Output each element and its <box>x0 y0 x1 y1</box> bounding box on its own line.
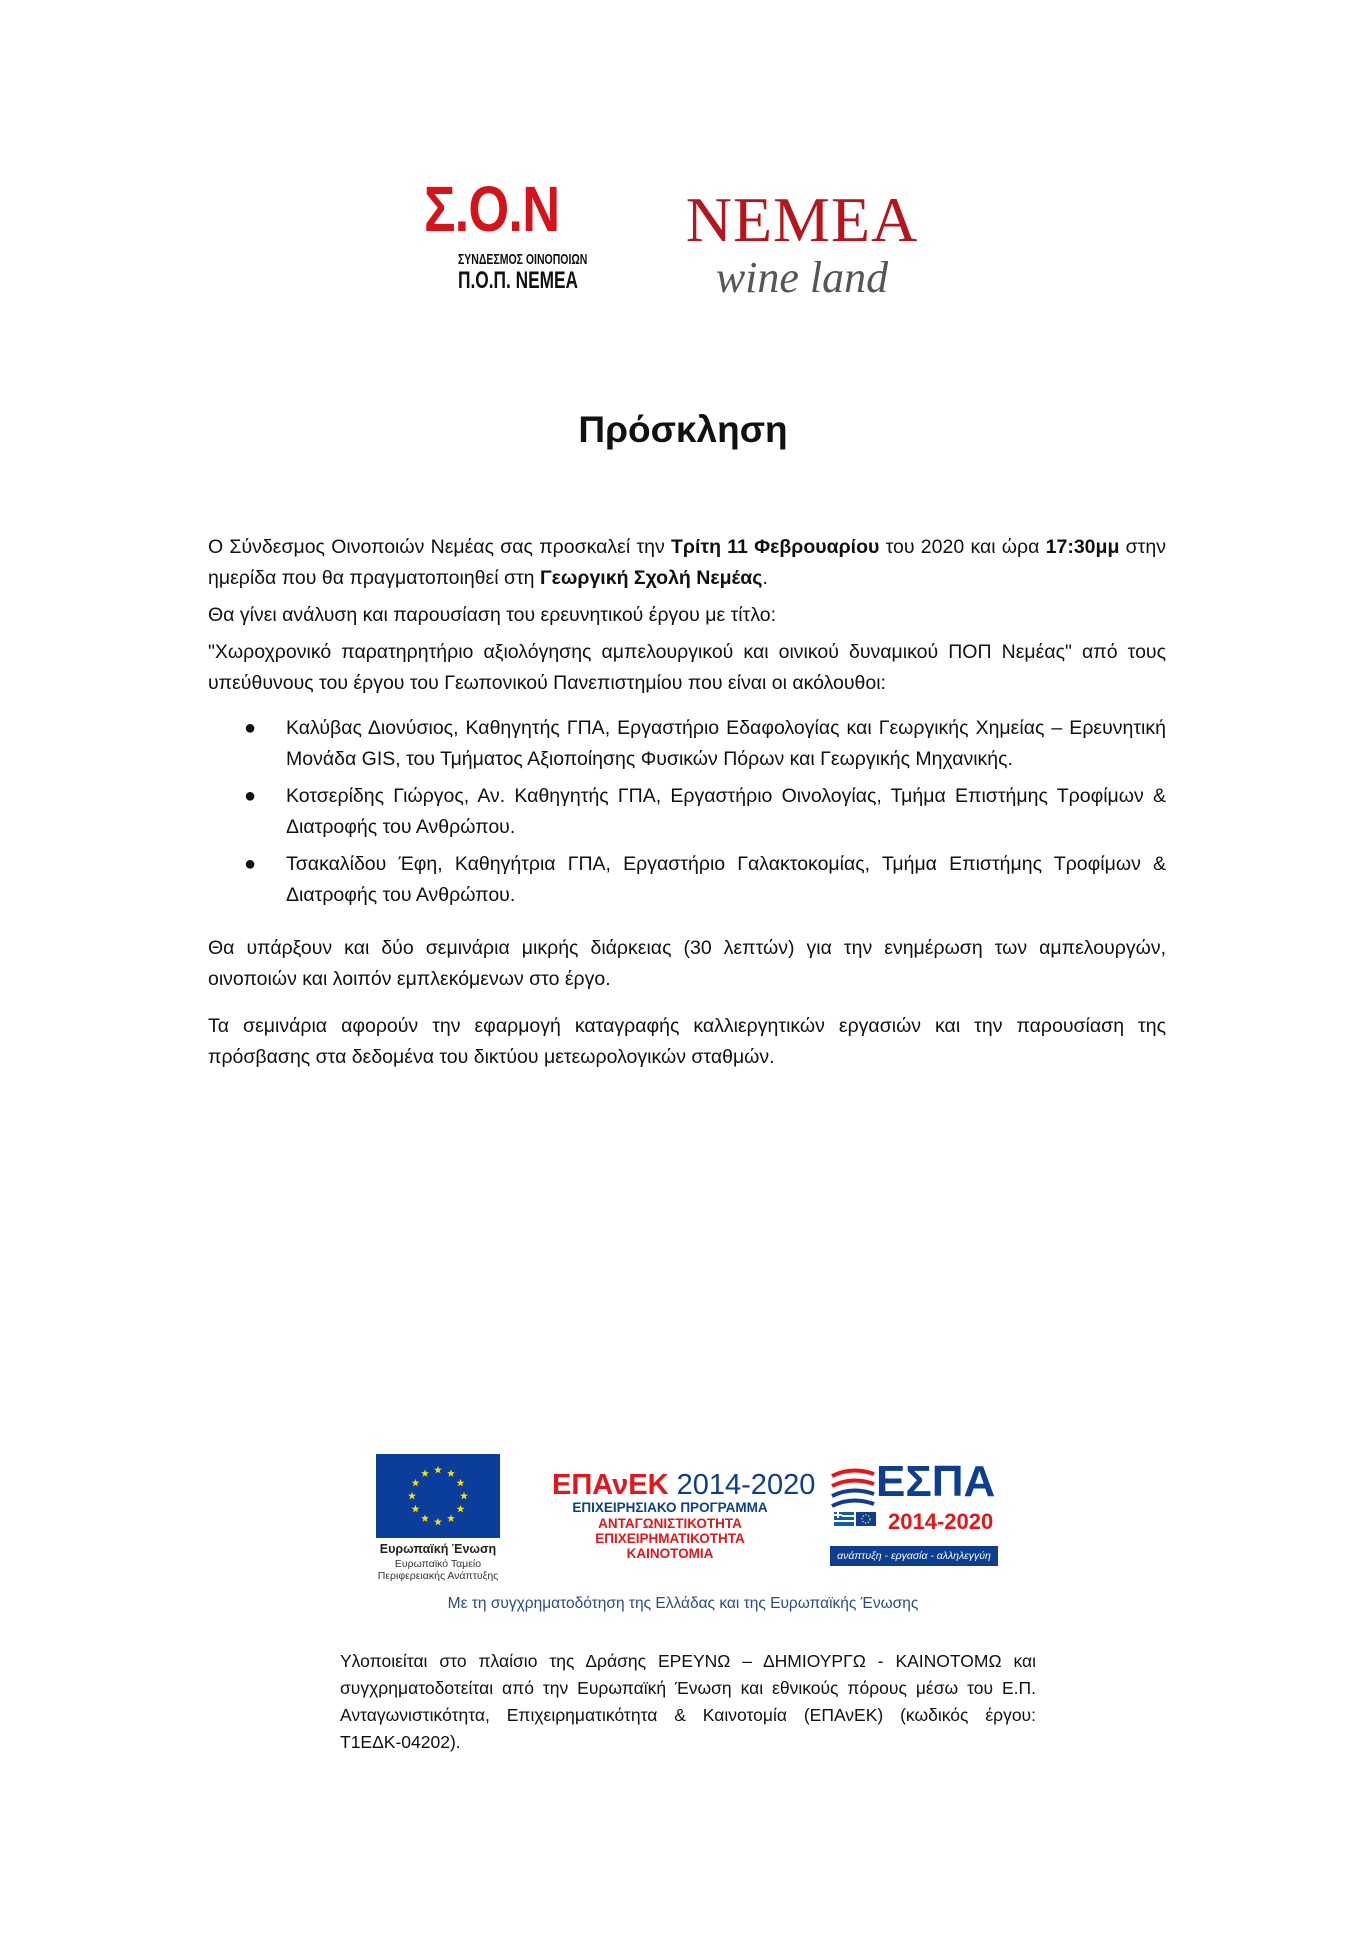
eu-star-icon <box>421 1469 429 1477</box>
epanek-line-1: ΕΠΙΧΕΙΡΗΣΙΑΚΟ ΠΡΟΓΡΑΜΜΑ <box>572 1500 768 1515</box>
epanek-line-3: ΕΠΙΧΕΙΡΗΜΑΤΙΚΟΤΗΤΑ <box>595 1531 745 1546</box>
eu-stars-icon <box>376 1454 500 1538</box>
nemea-wine-land-logo <box>672 184 932 308</box>
eu-label: Ευρωπαϊκή Ένωση <box>379 1542 497 1556</box>
seminars-paragraph: Θα υπάρξουν και δύο σεμινάρια μικρής διάρκειας (30 λεπτών) για την ενημέρωση των αμπελουργών, οινοποιών και λοιπόν εμπλεκόμενων στο έργο. <box>208 937 1166 990</box>
cofinancing-line: Με τη συγχρηματοδότηση της Ελλάδας και της Ευρωπαϊκής Ένωσης <box>447 1595 919 1612</box>
eu-fund-label <box>372 1558 504 1582</box>
espa-years: 2014-2020 <box>888 1509 994 1534</box>
eu-star-icon <box>421 1514 429 1522</box>
intro-text: του 2020 και ώρα <box>879 536 1046 558</box>
eu-star-icon <box>411 1479 419 1487</box>
eu-fund-line-1: Ευρωπαϊκό Ταμείο <box>394 1558 482 1570</box>
bullet-icon: ● <box>244 785 257 807</box>
bullet-icon: ● <box>244 853 257 875</box>
project-intro-paragraph: Θα γίνει ανάλυση και παρουσίαση του ερευνητικού έργου με τίτλο: <box>208 604 777 626</box>
event-venue: Γεωργική Σχολή Νεμέας <box>539 567 763 589</box>
document-title: Πρόσκληση <box>578 409 788 450</box>
nemea-logo-subtitle: wine land <box>715 253 889 302</box>
epanek-logo <box>552 1469 816 1561</box>
eu-star-icon <box>447 1469 455 1477</box>
espa-logo <box>830 1457 998 1568</box>
son-logo-title: Σ.Ο.Ν <box>424 173 560 245</box>
project-title-paragraph: "Χωροχρονικό παρατηρητήριο αξιολόγησης αμπελουργικού και οινικού δυναμικού ΠΟΠ Νεμέας" από τους υπεύθυνους του έργου του Γεωπονικού Πανεπιστημίου που είναι οι ακόλουθοι: <box>208 641 1166 694</box>
eu-star-icon <box>434 1518 442 1526</box>
invitation-paragraph <box>208 532 1166 594</box>
bullet-icon: ● <box>244 717 257 739</box>
nemea-logo-title: ΝΕΜΕΑ <box>685 184 919 255</box>
eu-flag-icon <box>376 1454 500 1538</box>
list-item <box>244 713 1166 775</box>
list-item <box>244 849 1166 911</box>
eu-star-icon <box>411 1505 419 1513</box>
epanek-name: ΕΠΑνΕΚ <box>552 1469 669 1501</box>
epanek-line-4: ΚΑΙΝΟΤΟΜΙΑ <box>626 1546 714 1561</box>
epanek-years: 2014-2020 <box>676 1469 816 1501</box>
eu-star-icon <box>460 1492 468 1500</box>
son-logo-subtitle-2: Π.Ο.Π. ΝΕΜΕΑ <box>458 267 579 294</box>
eu-logo <box>372 1454 504 1589</box>
person-text: Κοτσερίδης Γιώργος, Αν. Καθηγητής ΓΠΑ, Εργαστήριο Οινολογίας, Τμήμα Επιστήμης Τροφίμων & Διατροφής του Ανθρώπου. <box>286 785 1166 838</box>
intro-text: στην ημερίδα που θα πραγματοποιηθεί στη <box>208 536 1166 589</box>
eu-star-icon <box>457 1505 465 1513</box>
people-list <box>208 713 1166 911</box>
epanek-logo-title <box>552 1469 816 1501</box>
eu-star-icon <box>447 1514 455 1522</box>
seminars-topic-paragraph: Τα σεμινάρια αφορούν την εφαρμογή καταγραφής καλλιεργητικών εργασιών και την παρουσίαση της πρόσβασης στα δεδομένα του δικτύου μετεωρολογικών σταθμών. <box>208 1015 1166 1068</box>
son-logo-subtitle-1: ΣΥΝΔΕΣΜΟΣ ΟΙΝΟΠΟΙΩΝ <box>458 251 588 268</box>
eu-star-icon <box>457 1479 465 1487</box>
person-text: Τσακαλίδου Έφη, Καθηγήτρια ΓΠΑ, Εργαστήριο Γαλακτοκομίας, Τμήμα Επιστήμης Τροφίμων & Διατροφής του Ανθρώπου. <box>286 853 1166 906</box>
espa-swoosh-icon <box>830 1464 876 1512</box>
espa-tagline: ανάπτυξη - εργασία - αλληλεγγύη <box>830 1546 998 1566</box>
person-text: Καλύβας Διονύσιος, Καθηγητής ΓΠΑ, Εργαστήριο Εδαφολογίας και Γεωργικής Χημείας – Ερευνητική Μονάδα GIS, του Τμήματος Αξιοποίησης Φυσικών Πόρων και Γεωργικής Μηχανικής. <box>286 717 1166 770</box>
eu-star-icon <box>434 1466 442 1474</box>
flags-icon <box>834 1512 878 1542</box>
event-time: 17:30μμ <box>1045 536 1120 558</box>
invitation-body <box>208 532 1166 1089</box>
epanek-line-2: ΑΝΤΑΓΩΝΙΣΤΙΚΟΤΗΤΑ <box>598 1516 742 1531</box>
intro-text: Ο Σύνδεσμος Οινοποιών Νεμέας σας προσκαλεί την <box>208 536 671 558</box>
son-logo <box>418 172 633 322</box>
espa-logo-title: ΕΣΠΑ <box>876 1457 996 1506</box>
intro-text: . <box>762 567 768 589</box>
eu-fund-line-2: Περιφερειακής Ανάπτυξης <box>377 1570 499 1582</box>
list-item <box>244 781 1166 843</box>
eu-star-icon <box>408 1492 416 1500</box>
funding-note: Υλοποιείται στο πλαίσιο της Δράσης ΕΡΕΥΝΩ – ΔΗΜΙΟΥΡΓΩ - ΚΑΙΝΟΤΟΜΩ και συγχρηματοδοτείται από την Ευρωπαϊκή Ένωση και εθνικούς πόρους μέσω του Ε.Π. Ανταγωνιστικότητα, Επιχειρηματικότητα & Καινοτομία (ΕΠΑνΕΚ) (κωδικός έργου: Τ1ΕΔΚ-04202). <box>340 1651 1036 1752</box>
event-date: Τρίτη 11 Φεβρουαρίου <box>671 536 880 558</box>
